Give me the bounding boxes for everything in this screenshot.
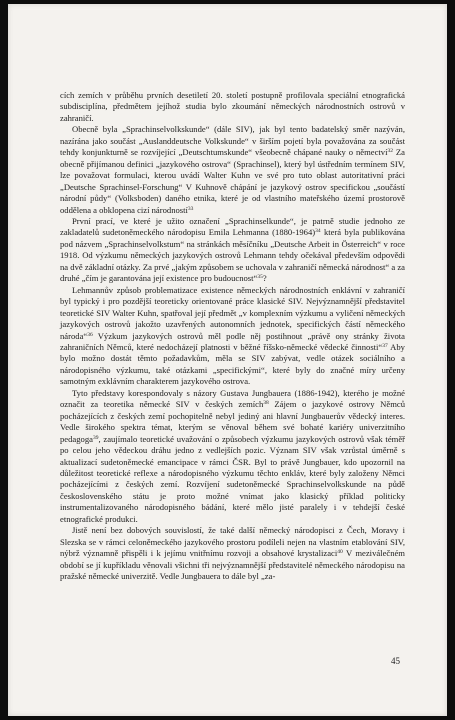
page-number: 45 [391,656,400,666]
footnote-marker: 32 [387,148,393,155]
book-page [8,4,447,716]
footnote-marker: 38 [263,400,269,407]
paragraph: cích zemích v průběhu prvních desetiletí 20. století postupně profilovala speciální etnografická subdisciplína, předmětem jejíhož studia bylo zkoumání německých národnostních ostrovů v zahraničí. [60,90,405,123]
paragraph: Jistě není bez dobových souvislostí, že také další německý národopisci z Čech, Moravy i Slezska se v rámci celoněmeckého jazykového prostoru podíleli nejen na vlastním etablování SIV, nýbrž významně přispěli i k jejímu vnitřnímu rozvoji a obsahové krystalizaci$^{40}$ V meziválečném období se jí kupříkladu věnovali všichni tři nejvýznamnější představitelé německého národopisu na pražské německé univerzitě. Vedle Jungbauera to dále byl „za- [60,525,405,582]
paragraph: První prací, ve které je užito označení „Sprachinselkunde“, je patrně studie jednoho ze zakladatelů sudetoněmeckého národopisu Emila Lehmanna (1880-1964)$^{34}$ která byla publikována pod názvem „Sprachinselvolkstum“ na stránkách měsíčníku „Deutsche Arbeit in Österreich“ v roce 1918. Od výzkumu německých jazykových ostrovů Lehmann tehdy očekával především odpovědi na dvě základní otázky. Za prvé „jakým způsobem se uchovala v zahraničí německá národnost“ a za druhé „čím je garantována její existence pro budoucnost“$^{35}$? [60,215,405,284]
footnote-marker: 40 [337,549,343,556]
paragraph: Lehmannův způsob problematizace existence německých národnostních enklávní v zahraničí byl typický i pro pozdější teoreticky orientované práce klasické SIV. Nejvýznamnější představitel teoretické SIV Walter Kuhn, spatřoval její předmět „v komplexním výzkumu a vyličení německých jazykových ostrovů jakožto uzavřených autonomních jednotek, specifických částí německého národa“$^{36}$ Výzkum jazykových ostrovů měl podle něj postihnout „právě ony stránky života zahraničních Němců, které nedocházejí platnosti v běžné říšsko-německé vědecké činnosti“$^{37}$ Aby bylo možno dostát těmto požadavkům, měla se SIV zabývat, vedle otázek sociálního a národopisného výzkumu, také otázkami „specifickými“, které byly do značné míry určeny samotným exklávním charakterem jazykového ostrova. [60,284,405,387]
footnote-marker: 35 [257,274,263,281]
footnote-marker: 33 [187,205,194,212]
footnote-marker: 36 [87,331,93,338]
footnote-marker: 37 [382,342,388,349]
footnote-marker: 39 [92,434,99,441]
body-text [60,90,405,582]
paragraph: Obecně byla „Sprachinselvolkskunde“ (dále SIV), jak byl tento badatelský směr nazýván, nazírána jako součást „Auslanddeutsche Volkskunde“ v širším pojetí byla považována za součást tehdy konjunkturně se rozvíjející „Deutschtumskunde“ všeobecně chápané nauky o němectví$^{32}$ Za obecně přijímanou definici „jazykového ostrova“ (Sprachinsel), který byl ústředním termínem SIV, lze považovat formulaci, kterou uvádí Walter Kuhn ve své pro tuto oblast autoritativní práci „Deutsche Sprachinsel-Forschung“ V Kuhnově chápání je jazykový ostrov specifickou „součástí národní půdy“ (Volksboden) daného etnika, které je od vlastního mateřského území prostorově oddělena a obklopena cizí národností$^{33}$ [60,124,405,215]
footnote-marker: 34 [315,228,321,235]
paragraph: Tyto představy korespondovaly s názory Gustava Jungbauera (1886-1942), kterého je možné označit za teoretika německé SIV v českých zemích$^{38}$ Zájem o jazykové ostrovy Němců pocházejících z českých zemí pochopitelně nebyl jediný ani hlavní Jungbauerův vědecký interes. Vedle širokého spektra témat, kterým se věnoval během své bohaté kariéry univerzitního pedagoga$^{39}$, zaujímalo teoretické uvažování o způsobech výzkumu jazykových ostrovů však téměř po celou jeho vědeckou dráhu jedno z vedlejších pozic. Význam SIV však vzrůstal úměrně s aktualizací sudetoněmecké emancipace v rámci ČSR. Byl to právě Jungbauer, kdo upozornil na důležitost teoretické reflexe a národopisného výzkumu těchto enkláv, které byly založeny Němci pocházejícími z českých zemí. Rozvíjení sudetoněmecké Sprachinselvolkskunde na půdě československého státu je proto možné vnímat jako klasický příklad politicky instrumentalizovaného národopisného bádání, které mělo jisté paralely i v tehdejší české etnografické produkci. [60,387,405,524]
